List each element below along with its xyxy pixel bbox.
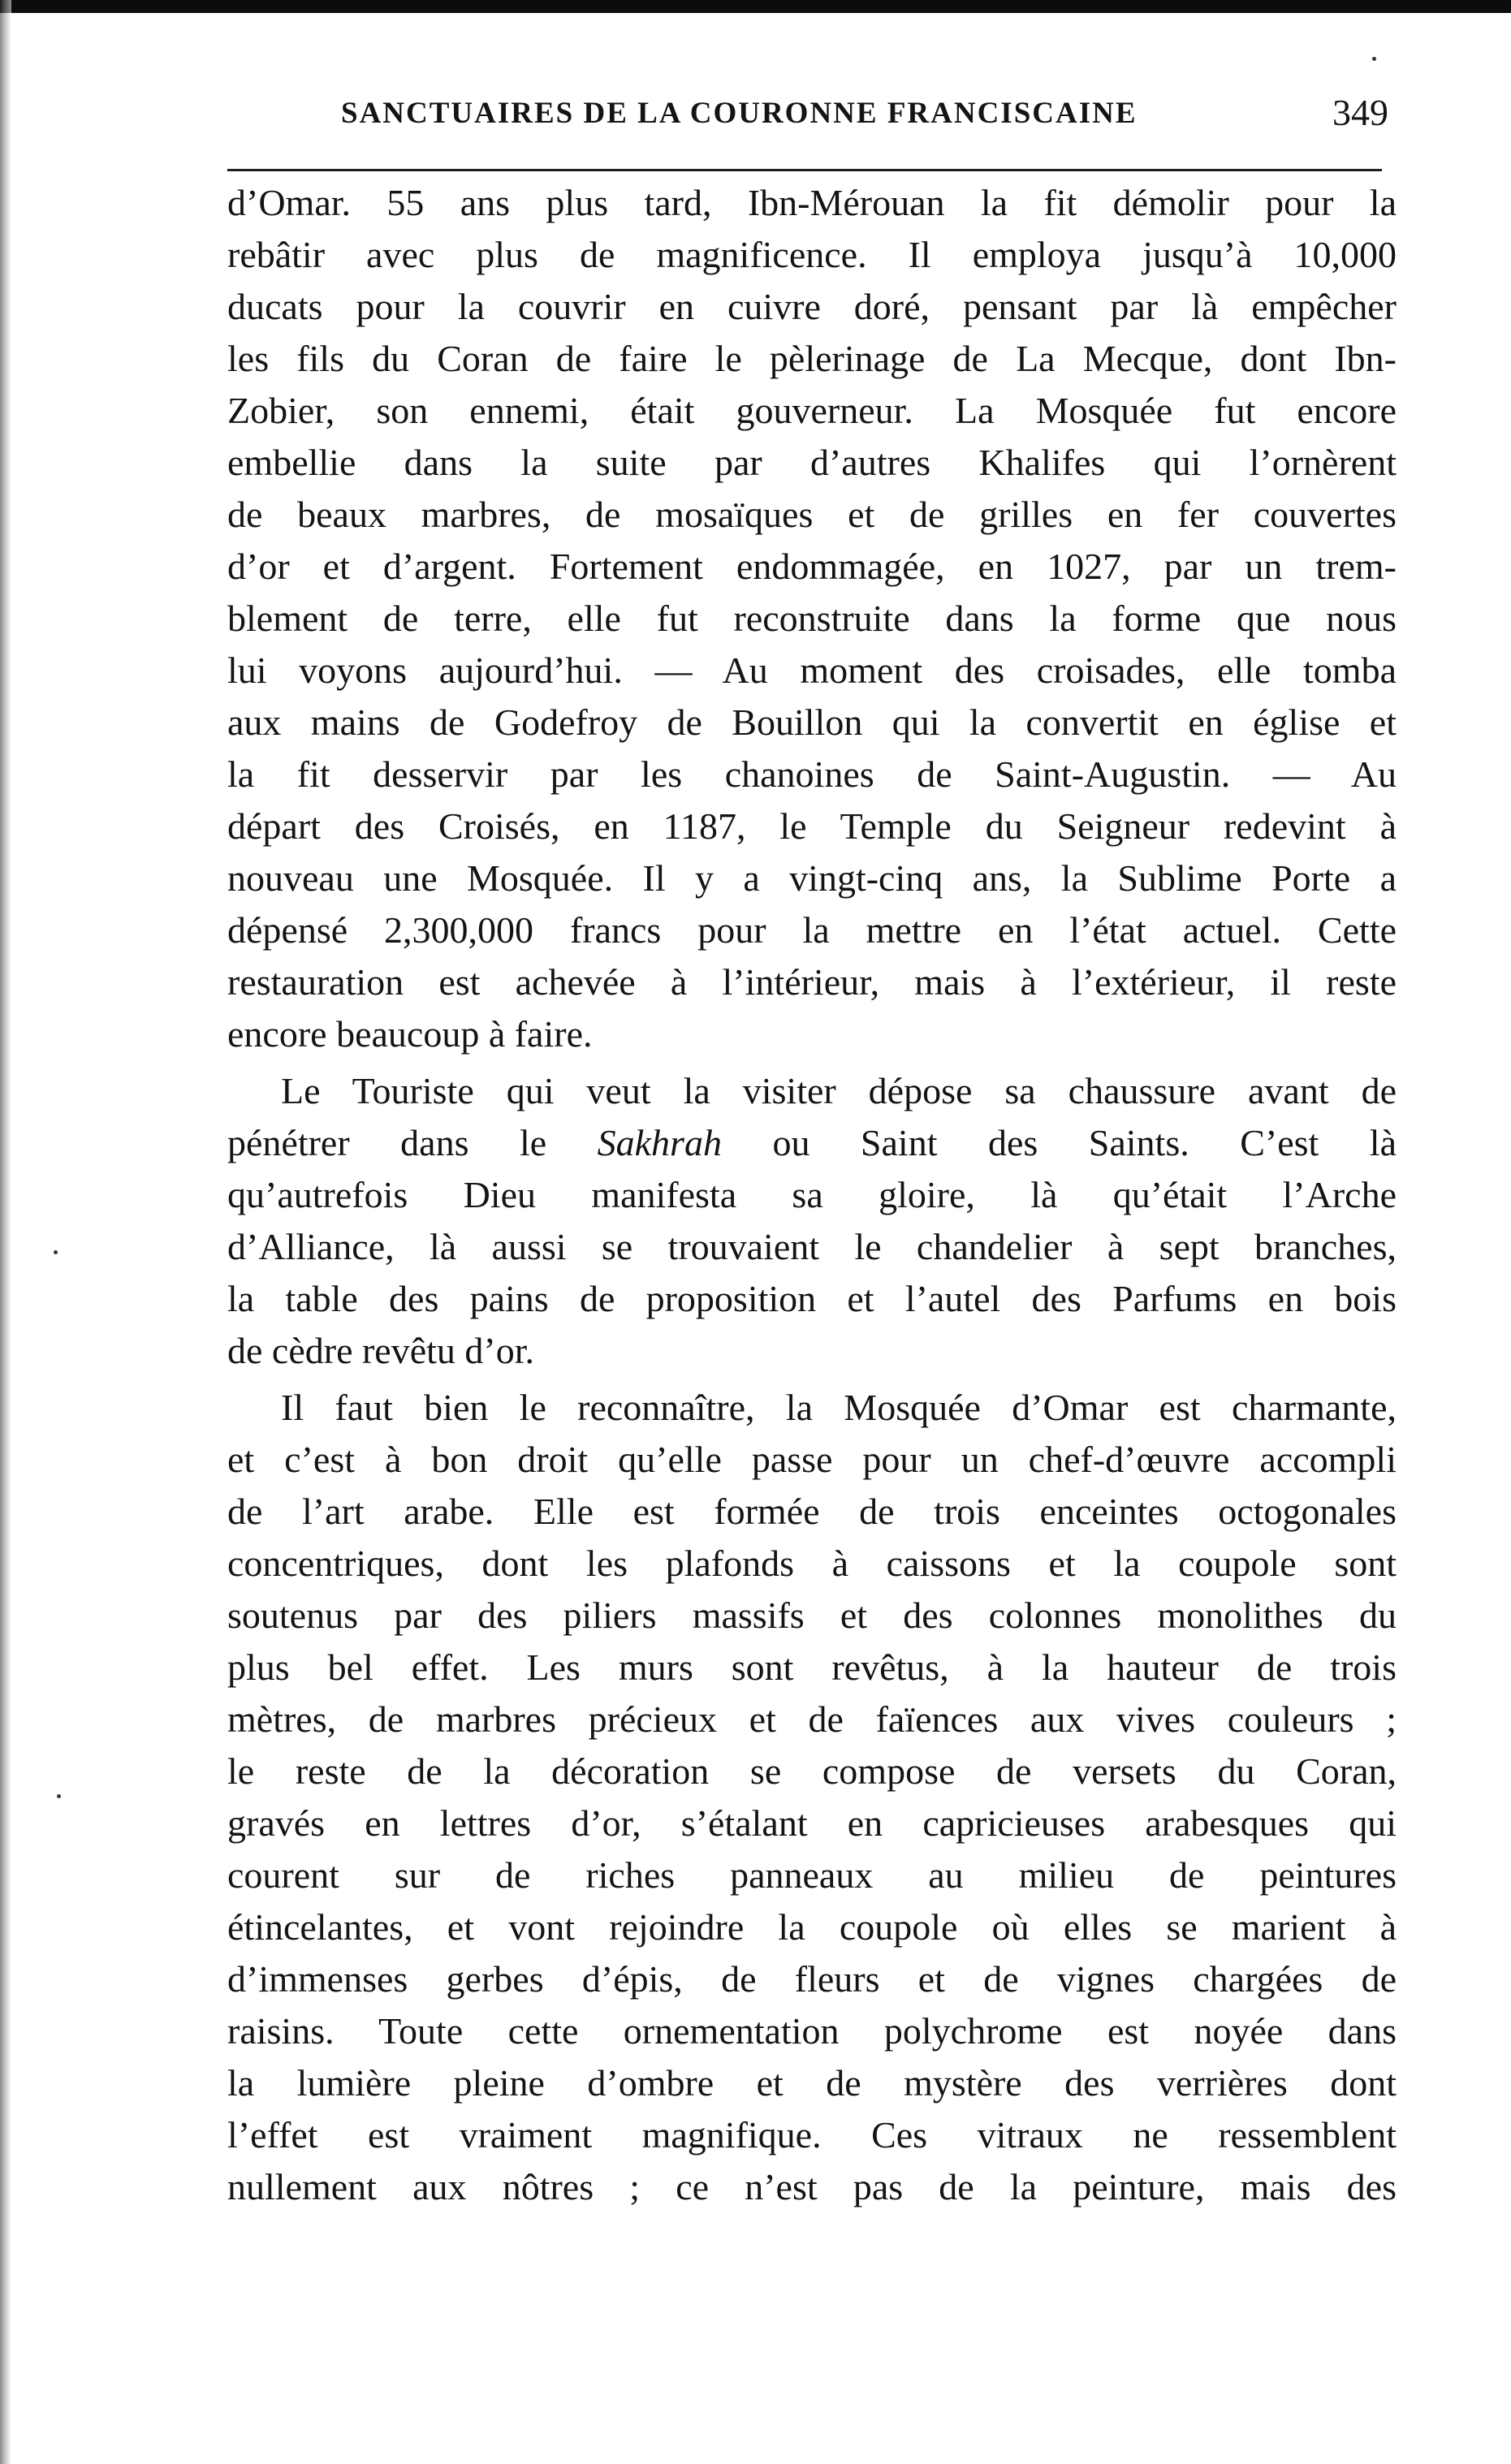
text-line: les fils du Coran de faire le pèlerinage de La Mecque, dont Ibn- <box>227 338 1397 379</box>
text-line: départ des Croisés, en 1187, le Temple du Seigneur redevint à <box>227 805 1397 847</box>
text-line: la table des pains de proposition et l’autel des Parfums en bois <box>227 1278 1397 1319</box>
text-line: dépensé 2,300,000 francs pour la mettre en l’état actuel. Cette <box>227 909 1397 951</box>
text-line-end: ou Saint des Saints. C’est là <box>721 1122 1397 1163</box>
paragraph <box>227 1065 1397 1377</box>
text-line: de beaux marbres, de mosaïques et de grilles en fer couvertes <box>227 494 1397 535</box>
italic-term-sakhrah: Sakhrah <box>597 1122 722 1163</box>
text-line: étincelantes, et vont rejoindre la coupole où elles se marient à <box>227 1906 1397 1948</box>
text-line: ducats pour la couvrir en cuivre doré, pensant par là empêcher <box>227 286 1397 327</box>
text-line-start: pénétrer dans le <box>227 1122 598 1163</box>
text-line: le reste de la décoration se compose de versets du Coran, <box>227 1750 1397 1792</box>
text-line: mètres, de marbres précieux et de faïences aux vives couleurs ; <box>227 1698 1397 1740</box>
text-line: d’immenses gerbes d’épis, de fleurs et de vignes chargées de <box>227 1958 1397 2000</box>
text-line: Il faut bien le reconnaître, la Mosquée d’Omar est charmante, <box>281 1387 1397 1428</box>
text-line: la lumière pleine d’ombre et de mystère des verrières dont <box>227 2062 1397 2104</box>
text-line: d’or et d’argent. Fortement endommagée, en 1027, par un trem- <box>227 546 1397 587</box>
header-rule <box>227 169 1382 171</box>
text-line: la fit desservir par les chanoines de Saint-Augustin. — Au <box>227 753 1397 795</box>
text-line: lui voyons aujourd’hui. — Au moment des croisades, elle tomba <box>227 649 1397 691</box>
text-line: d’Omar. 55 ans plus tard, Ibn-Mérouan la fit démolir pour la <box>227 182 1397 223</box>
text-line: gravés en lettres d’or, s’étalant en capricieuses arabesques qui <box>227 1802 1397 1844</box>
page-header <box>341 92 1388 145</box>
text-line: Zobier, son ennemi, était gouverneur. La Mosquée fut encore <box>227 390 1397 431</box>
scan-top-edge <box>0 0 1511 13</box>
scan-speck <box>1372 57 1376 61</box>
text-line: soutenus par des piliers massifs et des colonnes monolithes du <box>227 1594 1397 1636</box>
text-line: encore beaucoup à faire. <box>227 1013 593 1055</box>
scan-speck <box>57 1794 61 1798</box>
text-line: de cèdre revêtu d’or. <box>227 1330 535 1371</box>
text-line: Le Touriste qui veut la visiter dépose sa chaussure avant de <box>281 1070 1397 1111</box>
text-line: l’effet est vraiment magnifique. Ces vitraux ne ressemblent <box>227 2114 1397 2155</box>
text-line: plus bel effet. Les murs sont revêtus, à la hauteur de trois <box>227 1646 1397 1688</box>
paragraph <box>227 177 1397 1060</box>
page-body <box>227 177 1397 2213</box>
text-line: de l’art arabe. Elle est formée de trois enceintes octogonales <box>227 1491 1397 1532</box>
page-number: 349 <box>1332 92 1388 133</box>
text-line: restauration est achevée à l’intérieur, mais à l’extérieur, il reste <box>227 961 1397 1003</box>
text-line: courent sur de riches panneaux au milieu de peintures <box>227 1854 1397 1896</box>
text-line: embellie dans la suite par d’autres Khalifes qui l’ornèrent <box>227 442 1397 483</box>
text-line: rebâtir avec plus de magnificence. Il employa jusqu’à 10,000 <box>227 234 1397 275</box>
text-line: nullement aux nôtres ; ce n’est pas de la peinture, mais des <box>227 2166 1397 2207</box>
text-line: d’Alliance, là aussi se trouvaient le chandelier à sept branches, <box>227 1226 1397 1267</box>
scan-speck <box>54 1250 58 1254</box>
paragraph <box>227 1382 1397 2213</box>
text-line: qu’autrefois Dieu manifesta sa gloire, là qu’était l’Arche <box>227 1174 1397 1215</box>
text-line: raisins. Toute cette ornementation polychrome est noyée dans <box>227 2010 1397 2052</box>
text-line: et c’est à bon droit qu’elle passe pour un chef-d’œuvre accompli <box>227 1439 1397 1480</box>
text-line: blement de terre, elle fut reconstruite dans la forme que nous <box>227 598 1397 639</box>
text-line: nouveau une Mosquée. Il y a vingt-cinq ans, la Sublime Porte a <box>227 857 1397 899</box>
text-line: aux mains de Godefroy de Bouillon qui la convertit en église et <box>227 701 1397 743</box>
text-line <box>227 1117 1397 1169</box>
running-title: SANCTUAIRES DE LA COURONNE FRANCISCAINE <box>341 97 1138 130</box>
text-line: concentriques, dont les plafonds à caissons et la coupole sont <box>227 1543 1397 1584</box>
scan-left-edge <box>0 0 11 2464</box>
